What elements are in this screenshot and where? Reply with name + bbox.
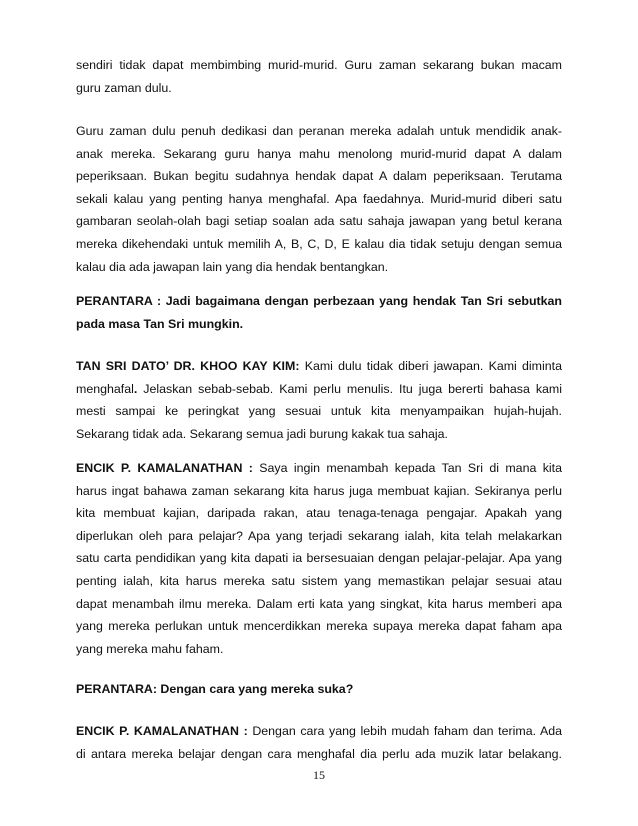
text-line: di antara mereka belajar dengan cara menghafal dia perlu ada muzik latar belakang.: [76, 746, 562, 761]
text-line: PERANTARA: Dengan cara yang mereka suka?: [76, 682, 354, 696]
speaker-name: TAN SRI DATO’ DR. KHOO KAY KIM:: [76, 359, 300, 373]
text-line: diperlukan oleh para pelajar? Apa yang terjadi sekarang ialah, kita telah melakarkan: [76, 528, 562, 543]
text-line: [76, 355, 562, 378]
text-line: yang mereka mahu faham.: [76, 641, 224, 656]
speech-text: menghafal: [76, 381, 134, 396]
text-line: PERANTARA : Jadi bagaimana dengan perbezaan yang hendak Tan Sri sebutkan: [76, 294, 562, 308]
paragraph-1: [76, 54, 562, 99]
text-line: [76, 378, 562, 401]
speech-text: Saya ingin menambah kepada Tan Sri di mana kita: [259, 461, 562, 475]
text-line: guru zaman dulu.: [76, 80, 172, 95]
speaker-paragraph-kamalanathan-1: [76, 457, 562, 660]
speaker-name: ENCIK P. KAMALANATHAN :: [76, 724, 248, 738]
text-line: satu carta pendidikan yang kita dapati ia bersesuaian dengan pelajar-pelajar. Apa yang: [76, 551, 562, 566]
text-line: [76, 457, 562, 480]
text-line: mereka dikehendaki untuk memilih A, B, C, D, E kalau dia tidak setuju dengan semua: [76, 236, 562, 251]
page-number: 15: [313, 768, 325, 782]
text-line: anak mereka. Sekarang guru hanya mahu menolong murid-murid dapat A dalam: [76, 146, 562, 161]
paragraph-2: [76, 120, 562, 278]
text-line: dapat menambah ilmu mereka. Dalam erti kata yang singkat, kita harus memberi apa: [76, 596, 562, 611]
text-line: harus ingat bahawa zaman sekarang kita harus juga membuat kajian. Sekiranya perlu: [76, 483, 562, 498]
text-line: yang mereka perlukan untuk mencerdikkan mereka supaya mereka dapat faham apa: [76, 619, 562, 634]
speech-text: Jelaskan sebab-sebab. Kami perlu menulis. Itu juga bererti bahasa kami: [143, 381, 562, 396]
speech-text: Dengan cara yang lebih mudah faham dan terima. Ada: [252, 724, 563, 738]
text-line: sekali kalau yang penting hanya menghafal. Apa faedahnya. Murid-murid diberi satu: [76, 191, 562, 206]
text-line: [76, 720, 562, 743]
text-line: pada masa Tan Sri mungkin.: [76, 316, 244, 331]
text-line: peperiksaan. Bukan begitu sudahnya hendak dapat A dalam peperiksaan. Terutama: [76, 169, 562, 184]
text-line: mesti sampai ke peringkat yang sesuai untuk kita menyampaikan hujah-hujah.: [76, 404, 562, 419]
speaker-paragraph-khoo: [76, 355, 562, 445]
moderator-question-2: [76, 678, 562, 701]
speaker-paragraph-kamalanathan-2: [76, 720, 562, 765]
text-line: gambaran seolah-olah bagi setiap soalan ada satu sahaja jawapan yang betul kerana: [76, 214, 562, 229]
text-line: Guru zaman dulu penuh dedikasi dan peranan mereka adalah untuk mendidik anak-: [76, 124, 562, 138]
text-line: sendiri tidak dapat membimbing murid-murid. Guru zaman sekarang bukan macam: [76, 58, 562, 72]
moderator-question-1: [76, 290, 562, 335]
speech-text: Kami dulu tidak diberi jawapan. Kami diminta: [304, 359, 562, 373]
speaker-name: ENCIK P. KAMALANATHAN :: [76, 461, 253, 475]
text-line: Sekarang tidak ada. Sekarang semua jadi burung kakak tua sahaja.: [76, 426, 448, 441]
text-line: kita membuat kajian, daripada rakan, atau tenaga-tenaga pengajar. Apakah yang: [76, 506, 562, 521]
text-line: kalau dia ada jawapan lain yang dia hendak bentangkan.: [76, 259, 389, 274]
bold-period: .: [133, 381, 138, 396]
text-line: penting ialah, kita harus mereka satu sistem yang memastikan pelajar sesuai atau: [76, 573, 562, 588]
